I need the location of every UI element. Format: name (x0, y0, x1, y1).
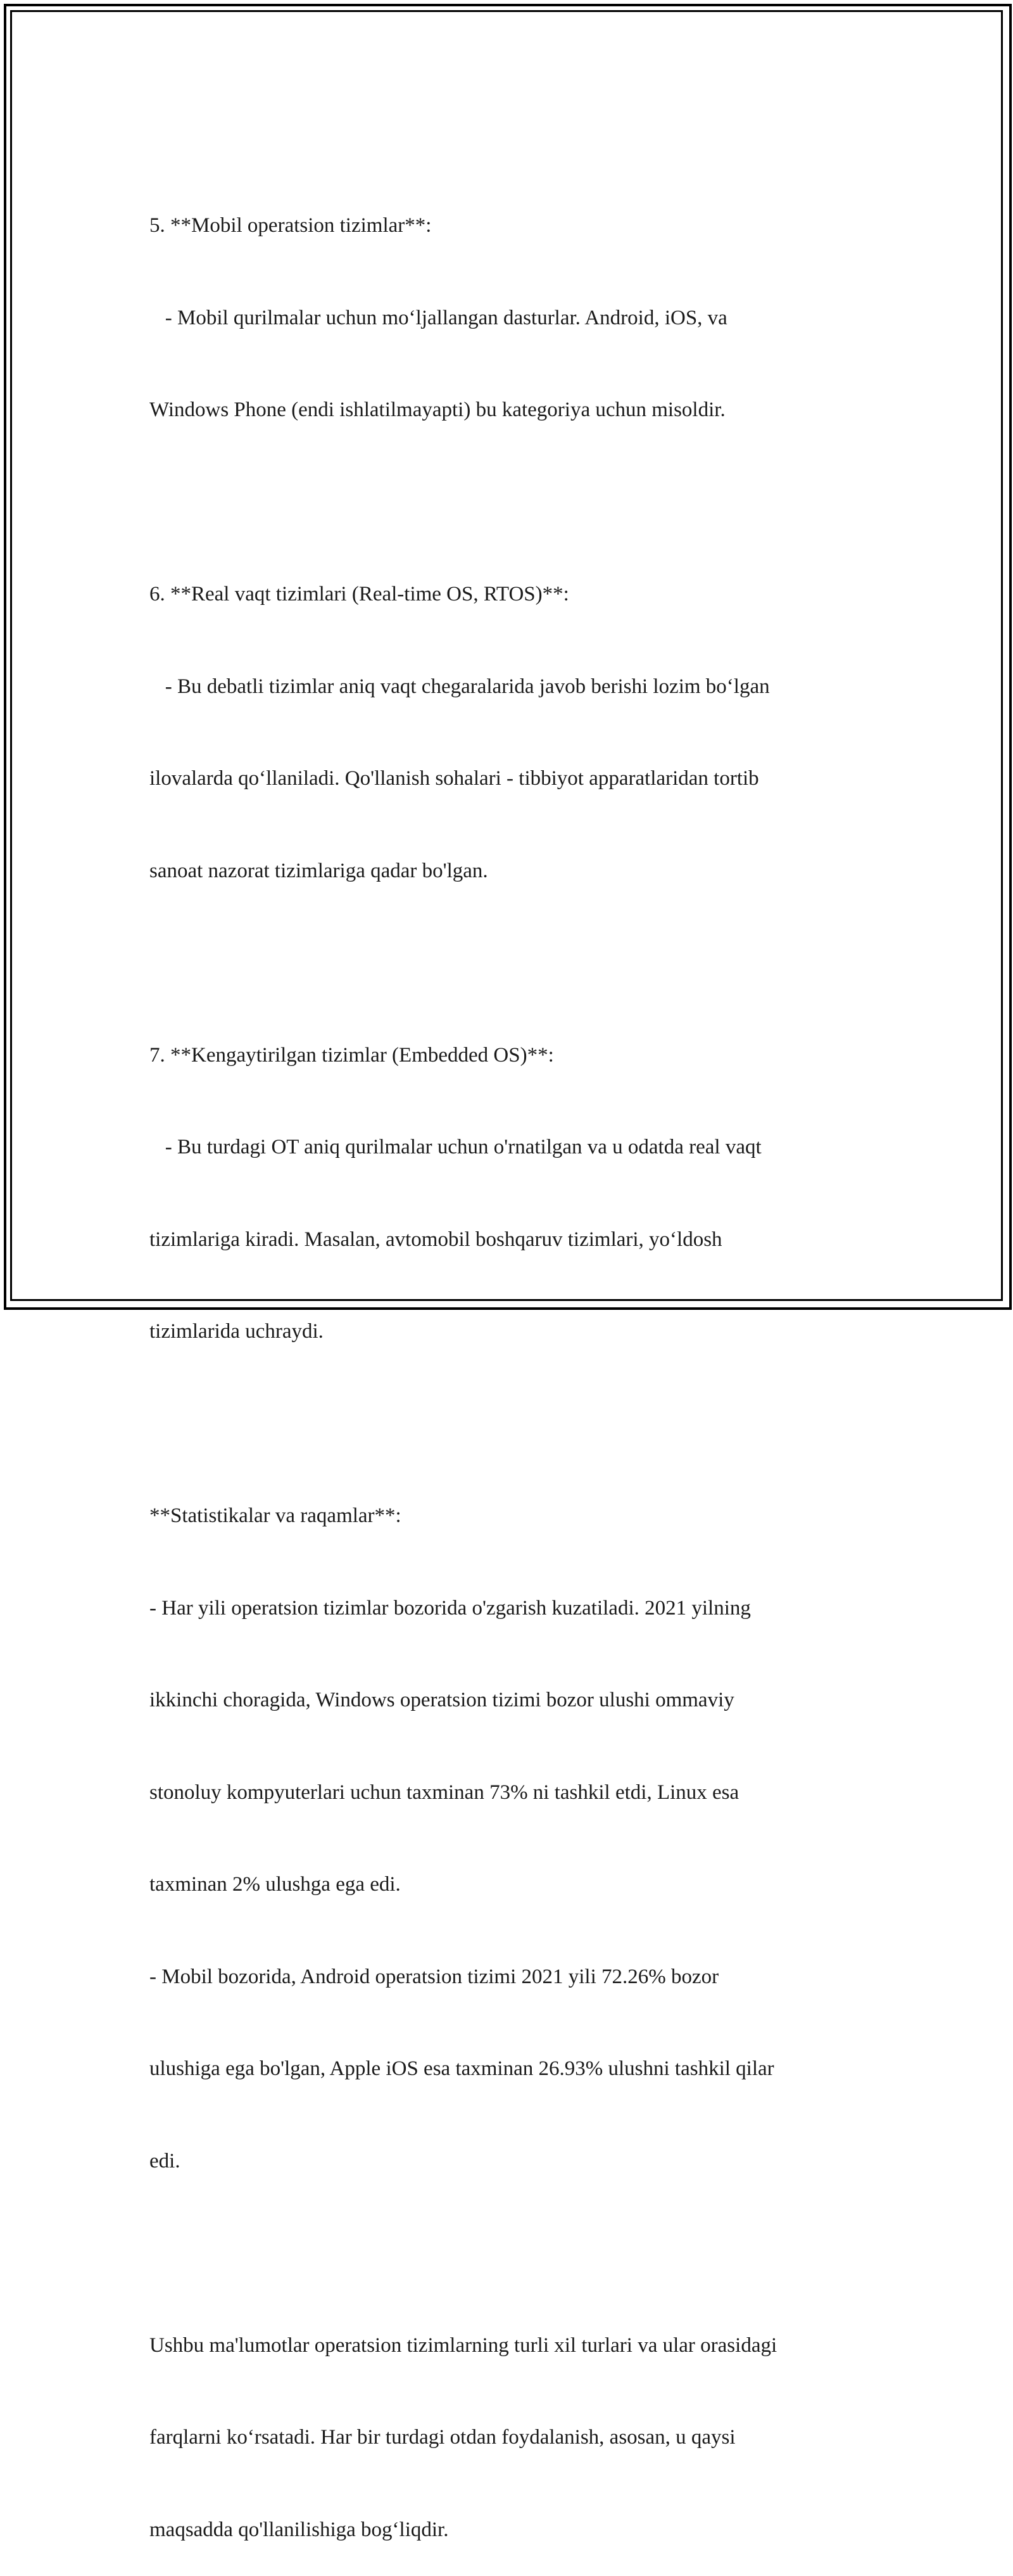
conclusion-text-line-1: Ushbu ma'lumotlar operatsion tizimlarning turli xil turlari va ular orasidagi (149, 2333, 777, 2357)
section-6-heading: 6. **Real vaqt tizimlari (Real-time OS, RTOS)**: (149, 583, 569, 606)
conclusion-text-line-3: maqsadda qo'llanilishiga bog‘liqdir. (149, 2518, 449, 2541)
section-5-heading: 5. **Mobil operatsion tizimlar**: (149, 214, 432, 237)
conclusion-text-line-2: farqlarni ko‘rsatadi. Har bir turdagi otdan foydalanish, asosan, u qaysi (149, 2426, 736, 2449)
paragraph-spacer (149, 2238, 865, 2269)
section-7-text-line-2: tizimlariga kiradi. Masalan, avtomobil boshqaruv tizimlari, yo‘ldosh (149, 1228, 722, 1251)
statistics-text-line-7: edi. (149, 2149, 180, 2173)
section-5-text-line-1: - Mobil qurilmalar uchun mo‘ljallangan dasturlar. Android, iOS, va (149, 306, 727, 329)
section-6-text-line-1: - Bu debatli tizimlar aniq vaqt chegaralarida javob berishi lozim bo‘lgan (149, 675, 770, 698)
section-7-text-line-3: tizimlarida uchraydi. (149, 1320, 324, 1343)
statistics-text-line-5: - Mobil bozorida, Android operatsion tizimi 2021 yili 72.26% bozor (149, 1965, 719, 1988)
section-5-text-line-2: Windows Phone (endi ishlatilmayapti) bu kategoriya uchun misoldir. (149, 398, 726, 421)
statistics-text-line-1: - Har yili operatsion tizimlar bozorida o'zgarish kuzatiladi. 2021 yilning (149, 1596, 751, 1620)
paragraph-spacer (149, 1409, 865, 1440)
statistics-text-line-2: ikkinchi choragida, Windows operatsion tizimi bozor ulushi ommaviy (149, 1689, 734, 1711)
statistics-text-line-4: taxminan 2% ulushga ega edi. (149, 1873, 401, 1896)
section-7-text-line-1: - Bu turdagi OT aniq qurilmalar uchun o'rnatilgan va u odatda real vaqt (149, 1136, 762, 1158)
statistics-text-line-6: ulushiga ega bo'lgan, Apple iOS esa taxminan 26.93% ulushni tashkil qilar (149, 2057, 774, 2080)
section-6-text-line-2: ilovalarda qo‘llaniladi. Qo'llanish sohalari - tibbiyot apparatlaridan tortib (149, 767, 759, 790)
statistics-heading: **Statistikalar va raqamlar**: (149, 1504, 401, 1527)
section-6-text-line-3: sanoat nazorat tizimlariga qadar bo'lgan. (149, 859, 488, 882)
paragraph-spacer (149, 948, 865, 979)
section-7-heading: 7. **Kengaytirilgan tizimlar (Embedded OS)**: (149, 1043, 554, 1067)
paragraph-spacer (149, 487, 865, 518)
document-body (149, 149, 865, 2576)
statistics-text-line-3: stonoluy kompyuterlari uchun taxminan 73% ni tashkil etdi, Linux esa (149, 1780, 739, 1804)
